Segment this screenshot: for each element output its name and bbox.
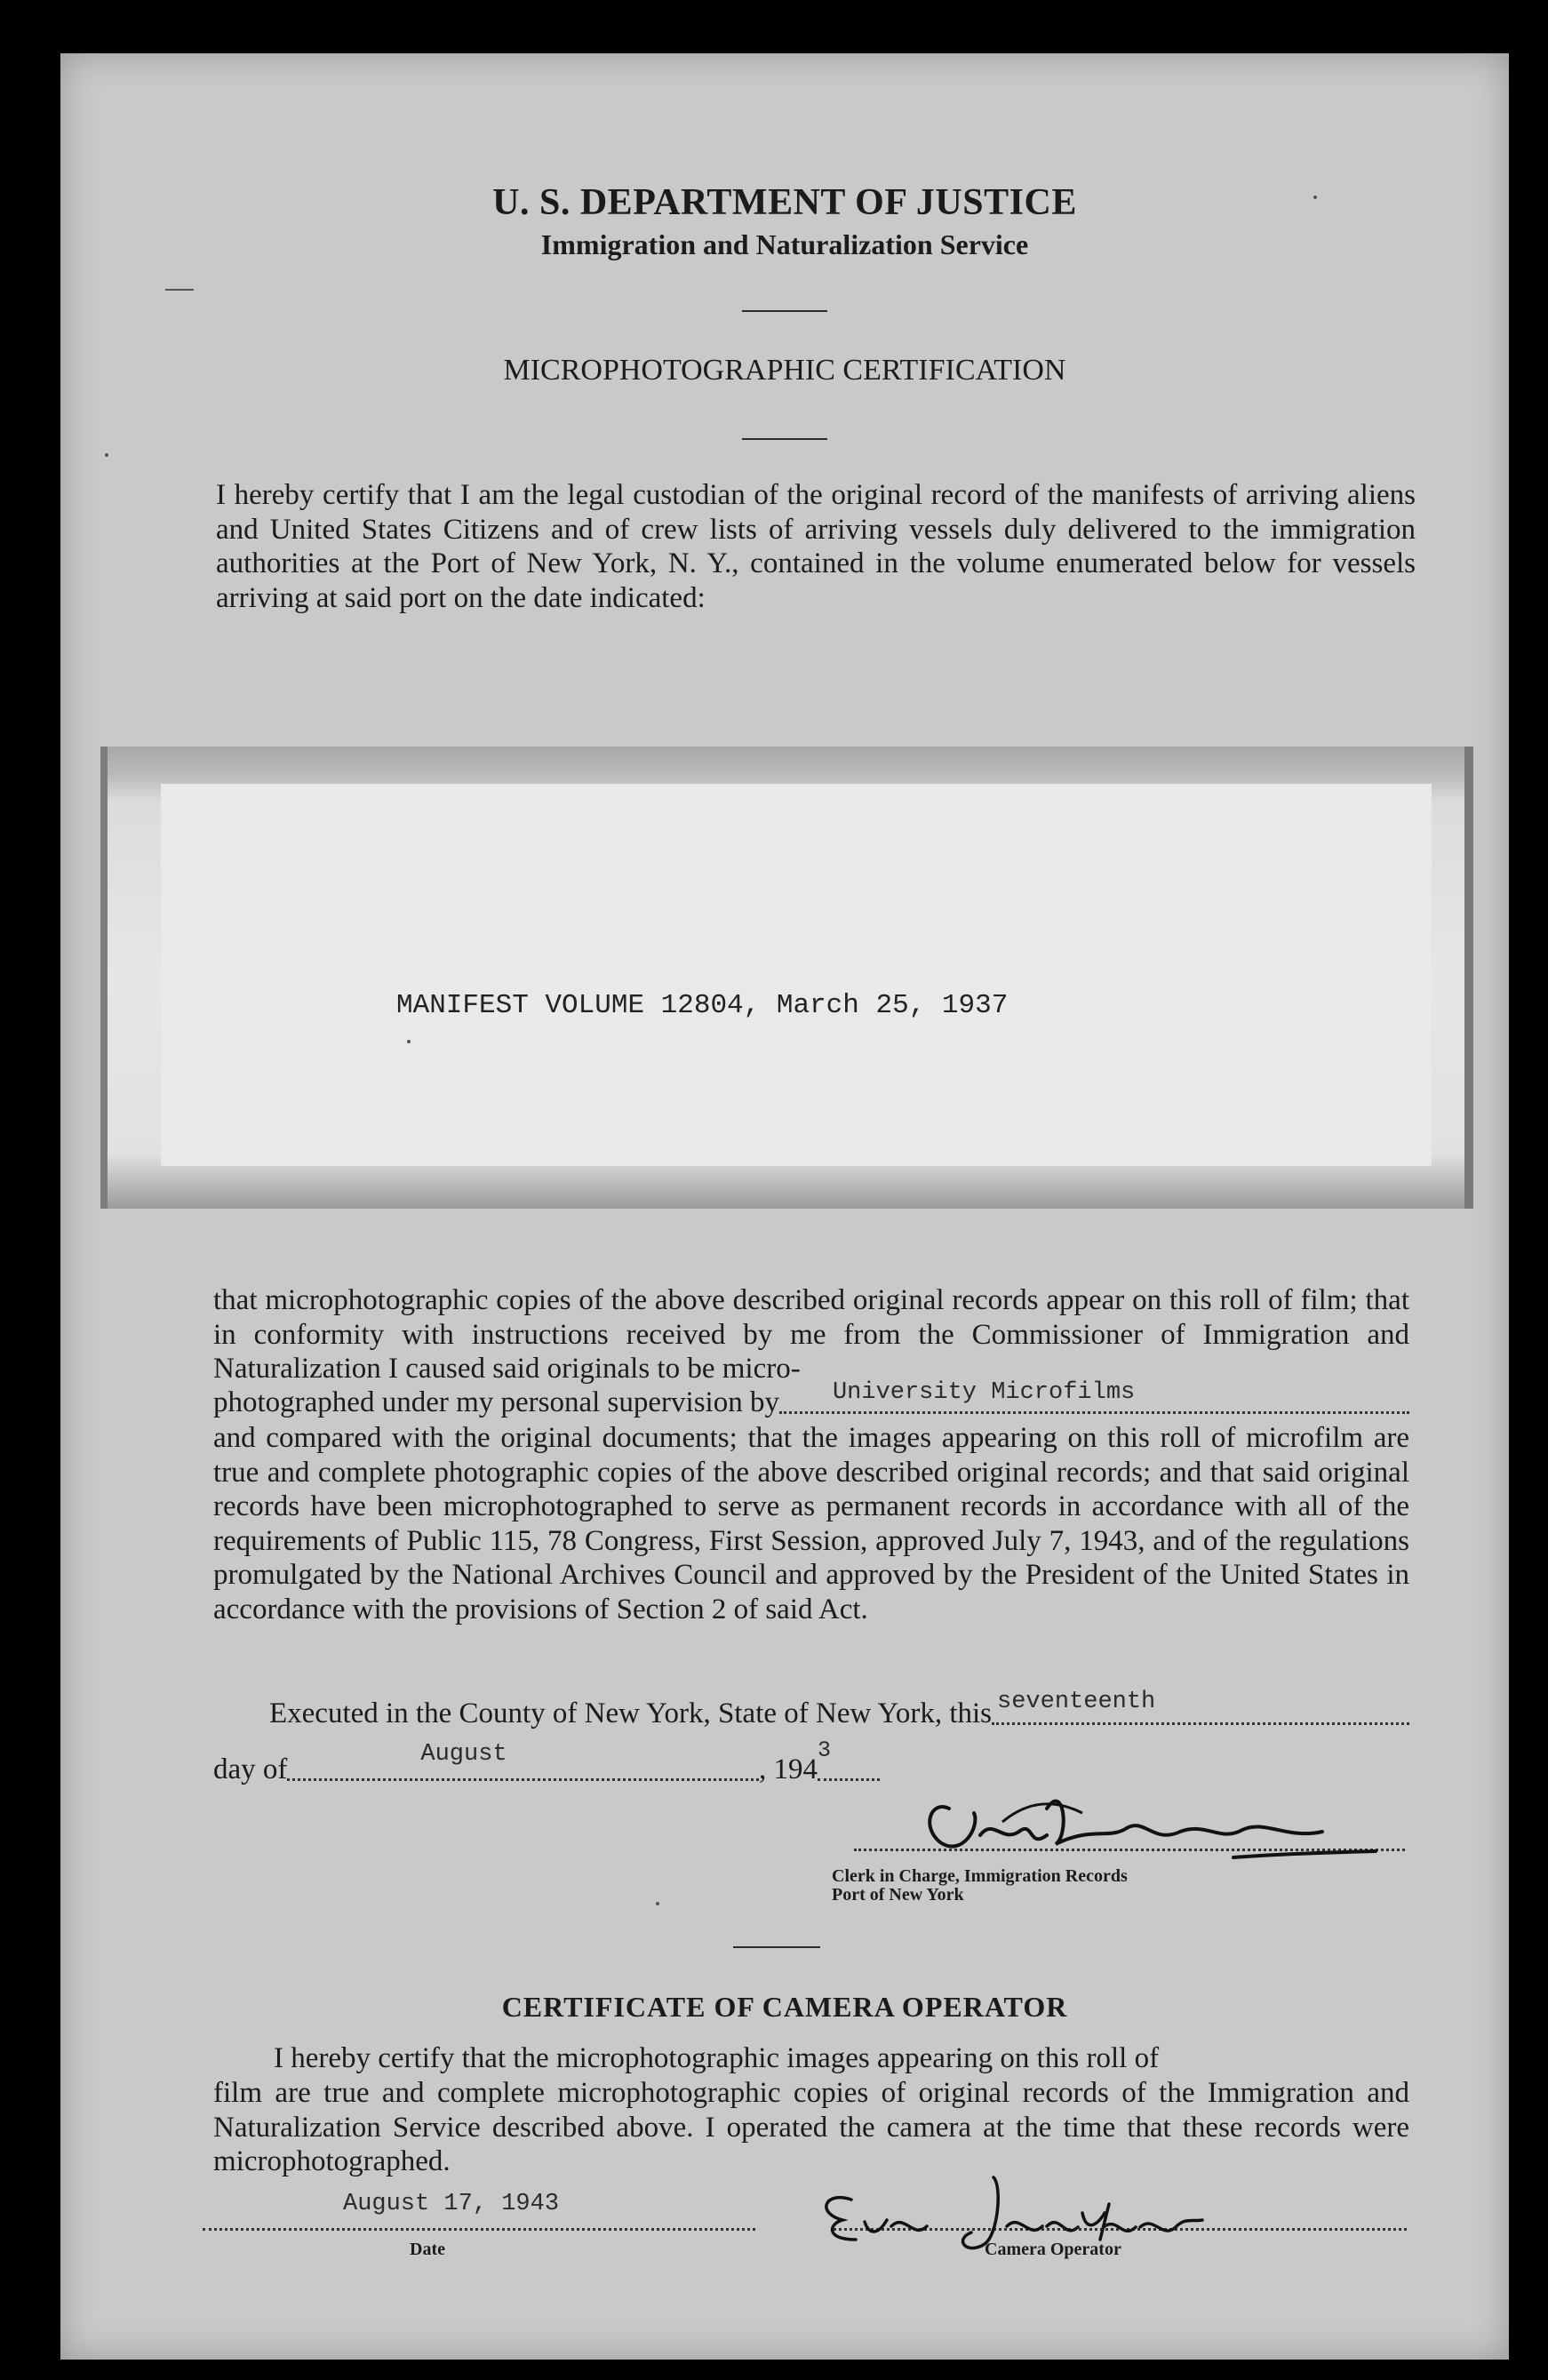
- year-prefix: , 194: [759, 1753, 818, 1785]
- year-digit-field: [818, 1737, 880, 1781]
- clerk-signature: [914, 1773, 1384, 1871]
- divider-2: [742, 438, 827, 440]
- photographed-by-line: [213, 1379, 1409, 1419]
- certificate-page: [60, 53, 1509, 2360]
- photographed-by-value: University Microfilms: [832, 1379, 1136, 1406]
- divider-1: [742, 310, 827, 312]
- clerk-title-line-1: Clerk in Charge, Immigration Records: [832, 1866, 1128, 1886]
- divider-top: [165, 289, 194, 291]
- certification-title: MICROPHOTOGRAPHIC CERTIFICATION: [503, 354, 1066, 387]
- photographed-by-field: [779, 1379, 1409, 1414]
- execution-line: [269, 1689, 1409, 1730]
- year-digit-value: 3: [818, 1737, 832, 1763]
- camera-operator-label: Camera Operator: [985, 2240, 1121, 2259]
- date-value: August 17, 1943: [343, 2191, 560, 2217]
- service-subheading: Immigration and Naturalization Service: [540, 228, 1029, 260]
- camera-paragraph-first-line: I hereby certify that the microphotographic images appearing on this roll of: [274, 2042, 1160, 2074]
- body-paragraph-start: that microphotographic copies of the above described original records appear on this roll of film; that in conformity with instructions received by me from the Commissioner of Immigration and Naturalization I caused said originals to be micro-: [213, 1284, 1409, 1385]
- day-of-line: [213, 1737, 880, 1786]
- department-heading: U. S. DEPARTMENT OF JUSTICE: [492, 182, 1077, 223]
- divider-3: [733, 1946, 820, 1948]
- intro-paragraph: I hereby certify that I am the legal custodian of the original record of the manifests of arriving aliens and United States Citizens and of crew lists of arriving vessels duly delivered to the immigration authorities at the Port of New York, N. Y., contained in the volume enumerated below for vessels arriving at said port on the date indicated:: [216, 479, 1416, 614]
- execution-day-value: seventeenth: [997, 1689, 1156, 1715]
- execution-prefix: Executed in the County of New York, State of New York, this: [269, 1697, 993, 1729]
- volume-label-slip: [100, 747, 1473, 1209]
- photographed-by-prefix: photographed under my personal supervision by: [213, 1386, 779, 1418]
- day-of-label: day of: [213, 1753, 288, 1785]
- execution-day-field: [992, 1689, 1409, 1725]
- clerk-title-line-2: Port of New York: [832, 1885, 964, 1905]
- camera-paragraph-rest: film are true and complete microphotographic copies of original records of the Immigration and Naturalization Service described above. I operated the camera at the time that these records were microphotographed.: [213, 2077, 1409, 2177]
- date-line: [203, 2228, 755, 2231]
- camera-certificate-title: CERTIFICATE OF CAMERA OPERATOR: [501, 1991, 1068, 2023]
- date-label: Date: [410, 2240, 445, 2259]
- body-paragraph-rest: and compared with the original documents; that the images appearing on this roll of microfilm are true and complete photographic copies of the above described original records; and that said original records have been microphotographed to serve as permanent records in accordance with all of the requirements of Public 115, 78 Congress, First Session, approved July 7, 1943, and of the regulations promulgated by the National Archives Council and approved by the President of the United States in accordance with the provisions of Section 2 of said Act.: [213, 1422, 1409, 1625]
- month-value: August: [420, 1741, 507, 1768]
- month-field: [287, 1741, 759, 1781]
- manifest-volume-label: MANIFEST VOLUME 12804, March 25, 1937: [396, 990, 1009, 1021]
- volume-label-paper: [161, 784, 1432, 1166]
